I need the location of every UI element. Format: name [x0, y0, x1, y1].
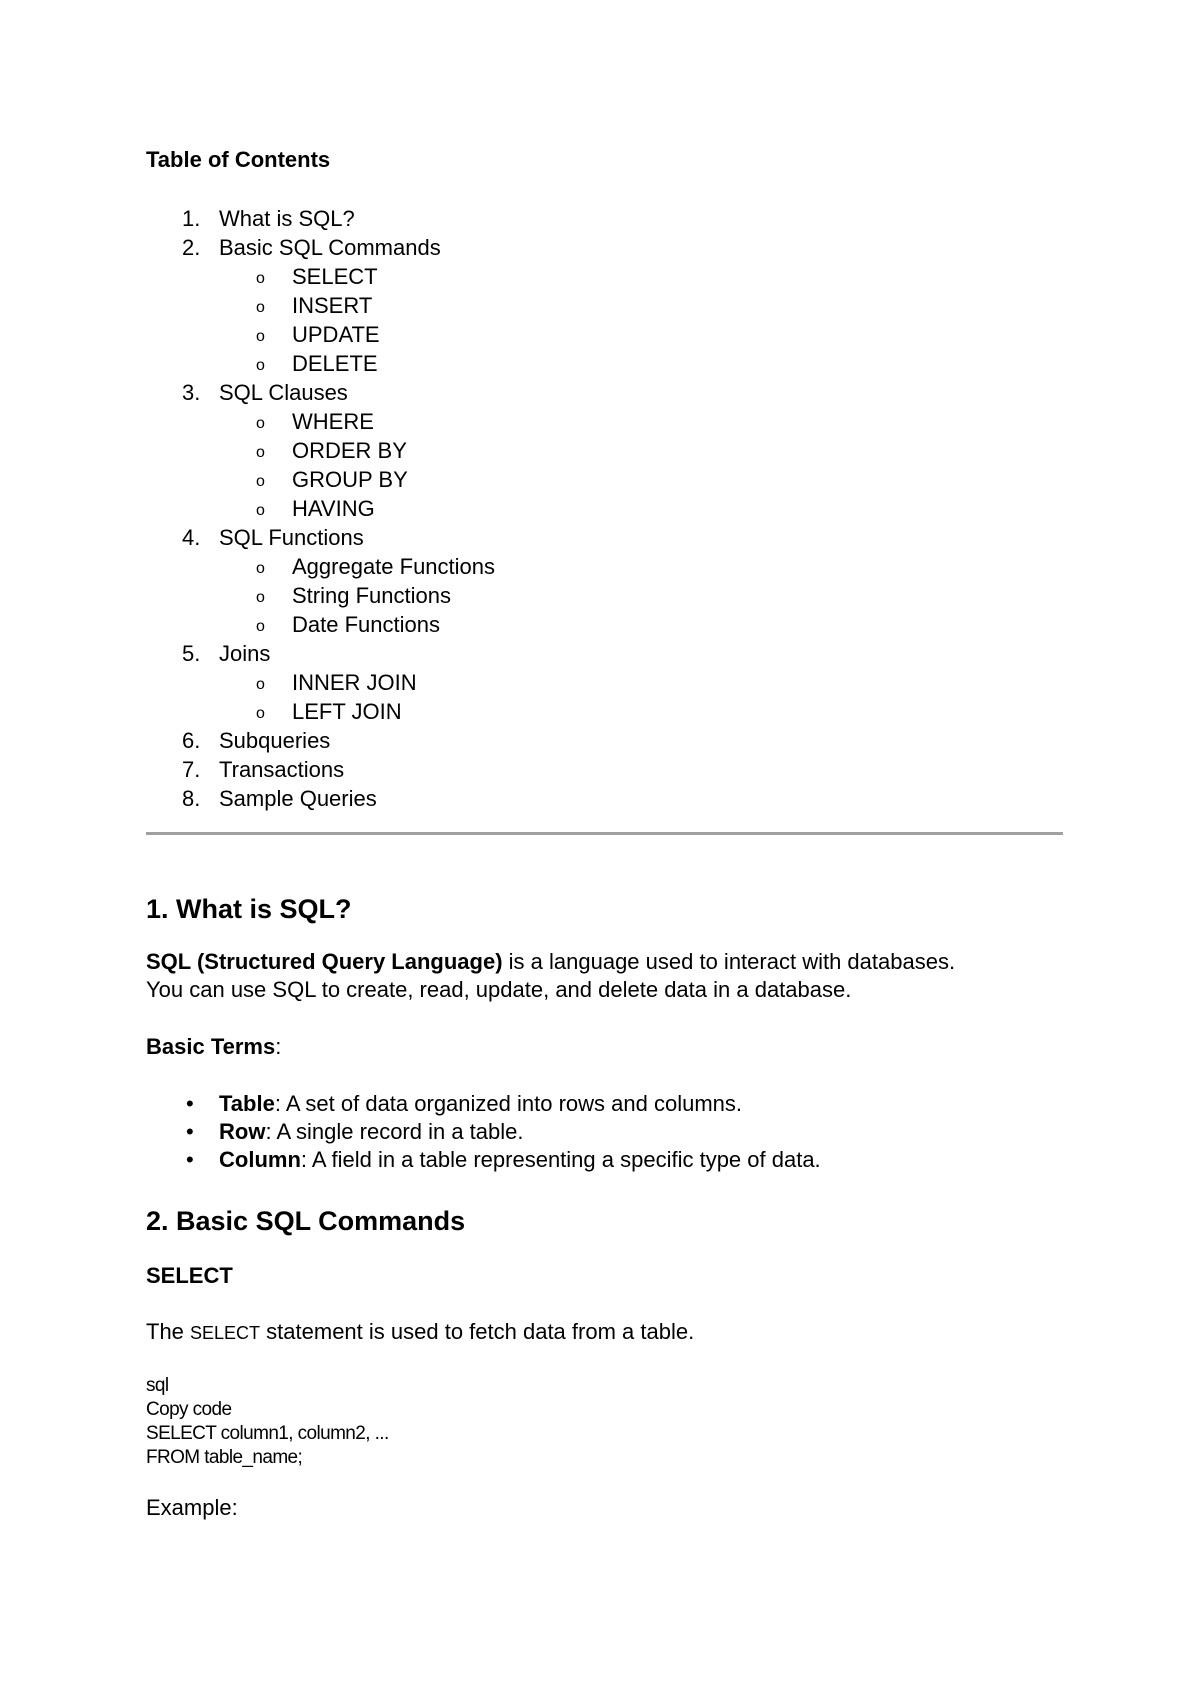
toc-item-label: Aggregate Functions: [292, 554, 496, 579]
bullet-icon: •: [186, 1091, 194, 1116]
toc-item-number: 6.: [182, 728, 201, 753]
term-name: Column: [219, 1147, 301, 1172]
circle-bullet-icon: o: [256, 444, 265, 461]
sql-intro-line-1: [146, 948, 955, 976]
section-heading-what-is-sql: 1. What is SQL?: [146, 894, 352, 924]
code-line: sql: [146, 1375, 169, 1396]
term-description: : A field in a table representing a specific type of data.: [300, 1147, 821, 1172]
toc-item-label: Subqueries: [219, 728, 331, 753]
select-desc-pre: The: [146, 1319, 191, 1344]
toc-item-number: 1.: [182, 206, 201, 231]
subheading-select: SELECT: [146, 1263, 233, 1288]
toc-item-label: ORDER BY: [292, 438, 407, 463]
toc-item-number: 2.: [182, 235, 201, 260]
toc-item-label: Transactions: [219, 757, 345, 782]
horizontal-rule: [146, 832, 1063, 835]
term-text: [219, 1090, 742, 1118]
bullet-icon: •: [186, 1147, 194, 1172]
toc-item-label: SQL Functions: [219, 525, 364, 550]
term-description: : A single record in a table.: [265, 1119, 524, 1144]
circle-bullet-icon: o: [256, 502, 265, 519]
toc-item-number: 5.: [182, 641, 201, 666]
circle-bullet-icon: o: [256, 270, 265, 287]
term-text: [219, 1146, 821, 1174]
select-description: [146, 1318, 694, 1347]
example-label: Example:: [146, 1495, 238, 1520]
term-description: : A set of data organized into rows and columns.: [274, 1091, 742, 1116]
basic-terms-bold: Basic Terms: [146, 1034, 276, 1059]
toc-item-label: INNER JOIN: [292, 670, 417, 695]
toc-item-number: 4.: [182, 525, 201, 550]
toc-item-label: UPDATE: [292, 322, 380, 347]
toc-item-label: HAVING: [292, 496, 375, 521]
toc-item-number: 8.: [182, 786, 201, 811]
section-heading-basic-sql-commands: 2. Basic SQL Commands: [146, 1206, 466, 1236]
toc-item-label: What is SQL?: [219, 206, 355, 231]
term-text: [219, 1118, 524, 1146]
toc-item-label: LEFT JOIN: [292, 699, 402, 724]
code-line: SELECT column1, column2, ...: [146, 1423, 389, 1444]
circle-bullet-icon: o: [256, 357, 265, 374]
toc-item-label: DELETE: [292, 351, 378, 376]
circle-bullet-icon: o: [256, 589, 265, 606]
circle-bullet-icon: o: [256, 676, 265, 693]
basic-terms-label: [146, 1033, 281, 1061]
circle-bullet-icon: o: [256, 560, 265, 577]
term-name: Table: [219, 1091, 275, 1116]
toc-item-label: Basic SQL Commands: [219, 235, 441, 260]
toc-item-number: 7.: [182, 757, 201, 782]
toc-item-number: 3.: [182, 380, 201, 405]
bullet-icon: •: [186, 1119, 194, 1144]
sql-intro-bold: SQL (Structured Query Language): [146, 949, 503, 974]
sql-intro-rest: is a language used to interact with databases.: [502, 949, 956, 974]
toc-item-label: GROUP BY: [292, 467, 408, 492]
toc-item-label: SELECT: [292, 264, 378, 289]
circle-bullet-icon: o: [256, 705, 265, 722]
term-name: Row: [219, 1119, 266, 1144]
code-line: FROM table_name;: [146, 1447, 303, 1468]
circle-bullet-icon: o: [256, 299, 265, 316]
code-block: [146, 1374, 389, 1470]
select-desc-post: statement is used to fetch data from a table.: [260, 1319, 695, 1344]
copy-code-label[interactable]: Copy code: [146, 1399, 232, 1420]
toc-item-label: SQL Clauses: [219, 380, 348, 405]
circle-bullet-icon: o: [256, 473, 265, 490]
toc-item-label: WHERE: [292, 409, 374, 434]
toc-item-label: Joins: [219, 641, 271, 666]
toc-item-label: String Functions: [292, 583, 451, 608]
toc-item-label: Sample Queries: [219, 786, 377, 811]
select-inline-code: SELECT: [190, 1323, 261, 1343]
basic-terms-colon: :: [275, 1034, 282, 1059]
circle-bullet-icon: o: [256, 618, 265, 635]
toc-item-label: INSERT: [292, 293, 373, 318]
circle-bullet-icon: o: [256, 415, 265, 432]
circle-bullet-icon: o: [256, 328, 265, 345]
toc-item-label: Date Functions: [292, 612, 440, 637]
toc-heading: Table of Contents: [146, 147, 331, 172]
sql-intro-line-2: You can use SQL to create, read, update, and delete data in a database.: [146, 977, 852, 1002]
